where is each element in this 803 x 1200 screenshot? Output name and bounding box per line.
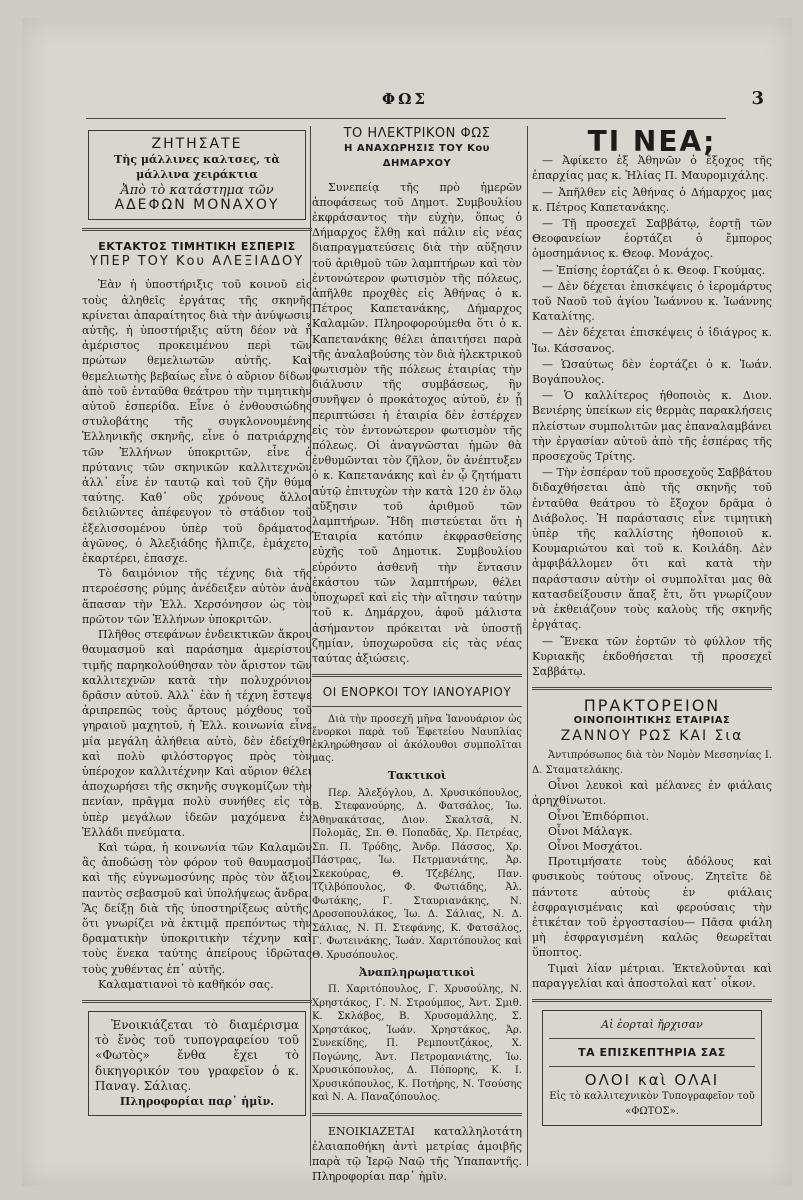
divider [312,674,522,677]
wine-agency-name: ΖΑΝΝΟΥ ΡΩΣ ΚΑΙ Σια [560,727,744,744]
divider [312,1113,522,1116]
news-item: — Ἕνεκα τῶν ἑορτῶν τὸ φύλλον τῆς Κυριακῆς ἐκδοθήσεται τῇ προσεχεῖ Σαββάτῳ. [532,634,772,678]
divider [312,706,522,707]
news-item: — Ἀπῆλθεν εἰς Ἀθήνας ὁ Δήμαρχος μας κ. Πέτρος Καπετανάκης. [532,185,772,214]
jurors-title: ΟΙ ΕΝΟΡΚΟΙ ΤΟΥ ΙΑΝΟΥΑΡΙΟΥ [322,685,512,700]
wine-agency-agent: Ἀντιπρόσωπος διὰ τὸν Νομὸν Μεσσηνίας Ι. Δ. Σταματελάκης. [532,749,772,776]
column-2 [312,126,522,1185]
article-title-line2: ΥΠΕΡ ΤΟΥ Κου ΑΛΕΞΙΑΔΟΥ [89,254,305,270]
news-item: — Ἐπίσης ἑορτάζει ὁ κ. Θεοφ. Γκούμας. [542,263,766,277]
divider [532,687,772,690]
ad-monachou-line3: Ἀπὸ τὸ κατάστημα τῶν [120,182,274,198]
article-paragraph: Συνεπείᾳ τῆς πρὸ ἡμερῶν ἀποφάσεως τοῦ Δημοτ. Συμβουλίου ἐκφράσαντος τὴν εὐχὴν, ὅπως ὁ Δήμαρχος ἔλθῃ καὶ πάλιν εἰς νέας διαπραγματεύσεις διὰ τὴν αὔξησιν τοῦ ἀριθμοῦ τῶν λαμπτήρων καὶ τὸν ἐντονώτερον φωτισμὸν τῆς πόλεως, ἀπῆλθε προχθὲς εἰς Ἀθήνας ὁ κ. Πέτρος Καπετανάκης, Δήμαρχος Καλαμῶν. Πληροφορούμεθα ὅτι ὁ κ. Καπετανάκης θέλει ἀπαιτήσει παρὰ τῆς ἀναλαβούσης τὸν διὰ ἠλεκτρικοῦ φωτισμὸν τῆς πόλεως ἑταιρίας τὴν διάλυσιν τῆς συμβάσεως, ἣν συνῆψεν ὁ προκάτοχος αὐτοῦ, ἐν ᾗ περιπτώσει ἡ ἑταιρία δὲν ἐστέρχεν εἰς τὸν ἐντονώτερον φωτισμὸν τῆς πόλεως. Οἱ ἀναγνῶσται ἡμῶν θὰ ἐνθυμῶνται τὸν ζῆλον, ὃν ἀνέπτυξεν ὁ κ. Καπετανάκης καὶ ἐν ᾧ ζητήματι αὐτῷ ἐπιτυχὼν τὴν κατὰ 120 ἐν ὅλῳ αὔξησιν τοῦ ἀριθμοῦ τῶν λαμπτήρων. Ἤδη πιστεύεται ὅτι ἡ Ἑταιρία κατόπιν ἐκφρασθείσης εὐχῆς τοῦ Δημοτικ. Συμβουλίου εὑρόντο ἀσθενῆ τὴν ἔντασιν ἑκάστου τῶν λαμπτήρων, θέλει ὑποχωρεῖ καὶ εἰς τὴν αἴτησιν ταύτην τοῦ κ. Δημάρχου, ἀφοῦ μάλιστα ἀσήμαντον πρόκειται νὰ ὑποστῇ ζημίαν, ὑποχωροῦσα εἰς τὰς νέας ταύτας ἀξιώσεις. [312,180,522,665]
column-3 [532,126,772,1134]
news-item: — Δὲν δέχεται ἐπισκέψεις ὁ ἰδιάγρος κ. Ἰω. Κάσσανος. [532,326,772,355]
wine-line: Οἶνοι Μάλαγκ. [548,824,633,838]
masthead [22,90,792,116]
wine-agency-subtitle: ΟΙΝΟΠΟΙΗΤΙΚΗΣ ΕΤΑΙΡΙΑΣ [573,715,731,727]
divider [82,1000,312,1003]
jurors-intro: Διὰ τὴν προσεχῆ μῆνα Ἰανουάριον ὡς ἔνορκοι παρὰ τοῦ Ἐφετείου Ναυπλίας ἐκληρώθησαν οἱ ἀκόλουθοι συμπολῖται μας. [312,714,522,765]
jurors-substitute-heading: Ἀναπληρωματικοὶ [358,966,476,980]
wine-agency-title: ΠΡΑΚΤΟΡΕΙΟΝ [583,696,721,716]
ad-monachou-line1: Τὴς μάλλινες καλτσες, τὰ [114,153,280,167]
wine-agency-prices: Τιμαὶ λίαν μέτριαι. Ἐκτελοῦνται καὶ παραγγελίαι καὶ ἀποστολαὶ κατ᾽ οἶκον. [532,961,772,990]
ad-rent-office-info: Πληροφορίαι παρ᾽ ἡμῖν. [119,1094,275,1108]
divider [549,1066,755,1067]
ad-visiting-cards [542,1010,762,1126]
wine-line: Οἶνοι Ἐπιδόρπιοι. [548,809,650,823]
ad-rent-office-text: Ἐνοικιάζεται τὸ διαμέρισμα τὸ ἔνὸς τοῦ τυπογραφείου τοῦ «Φωτὸς» ἔνθα ἔχει τὸ δικηγορικόν του γραφεῖον ὁ κ. Παναγ. Σάλιας. [95,1017,299,1093]
divider [549,1038,755,1039]
article-title-line1: ΕΚΤΑΚΤΟΣ ΤΙΜΗΤΙΚΗ ΕΣΠΕΡΙΣ [98,240,296,254]
ad-visiting-cards-line3: ΟΛΟΙ καὶ ΟΛΑΙ [584,1071,720,1090]
column-divider-2 [527,126,528,1166]
masthead-rule [86,118,726,119]
ad-visiting-cards-line4: Εἰς τὸ καλλιτεχνικὸν Τυπογραφεῖον τοῦ «ΦΩΤΟΣ». [549,1090,755,1117]
article-paragraph: Ἐὰν ἡ ὑποστήριξις τοῦ κοινοῦ εἰς τοὺς ἀληθεῖς ἐργάτας τῆς σκηνῆς κρίνεται ἀπαραίτητος διὰ τὴν ἀνύψωσιν αὐτῆς, ἡ ὑποστήριξις αὕτη δέον νὰ ἦ ἀμέριστος προκειμένου περὶ τῶν πρώτων θεμελιωτῶν αὐτῆς. Καὶ θεμελιωτὴς βεβαίως εἶνε ὁ αὔριον δίδων ἀπὸ τοῦ ἐνταῦθα θεάτρου τὴν τιμητικὴν αὐτοῦ ἑσπερίδα. Εἶνε ὁ ἐνθουσιώδης στυλοβάτης τῆς συγκλονουμένης Ἑλληνικῆς σκηνῆς, εἶνε ὁ πατριάρχης τῶν Ἑλλήνων ὑποκριτῶν, εἶνε ὁ πρύτανις τῶν σκηνικῶν καλλιτεχνῶν ἀλλ᾽ εἶνε ἐν ταυτῷ καὶ τοῦ ζῆν θύμα ταύτης. Καθ᾽ οὓς χρόνους ἄλλοι δειλιῶντες ἀπέφευγον τὸ στάδιον τοῦ ἐξελισσομένου ὑπὲρ τοῦ δράματος ἀγῶνος, ὁ Ἀλεξιάδης ἤλπιζε, ἐμάχετο, ἐκαρτέρει, ἐπασχε. [82,278,312,566]
newspaper-page [22,18,792,1186]
ad-monachou [88,130,306,220]
ad-visiting-cards-line2: ΤΑ ΕΠΙΣΚΕΠΤΗΡΙΑ ΣΑΣ [578,1046,726,1060]
news-item: — Τῇ προσεχεῖ Σαββάτῳ, ἑορτῇ τῶν Θεοφανείων ἑορτάζει ὁ ἔμπορος ὁμοσημάνιος κ. Θεοφ. Μονάχος. [532,217,772,261]
news-title: ΤΙ ΝΕΑ; [587,125,717,158]
jurors-substitute-list: Π. Χαριτόπουλος, Γ. Χρυσούλης, Ν. Χρηστάκος, Γ. Ν. Στρούμπος, Ἀντ. Σμιθ. Κ. Σκλάβος, Β. Χρυσομάλλης, Σ. Χρηστάκος, Ἰωάν. Χρηστάκος, Ἀρ. Συνεκίδης, Π. Ρεμπουτζάκος, Χ. Πογώνης, Ἀντ. Πετρομανιάτης, Ἰω. Χρυσικόπουλος, Δ. Πόπορης, Κ. Ι. Χρυσικόπουλος, Κ. Ποτήρης, Ν. Τσούσης καὶ Ν. Α. Παναζόπουλος. [312,984,522,1104]
jurors-regular-heading: Τακτικοὶ [387,769,447,783]
wine-line: Οἶνοι Μοσχάτοι. [548,839,643,853]
column-1 [82,126,312,1122]
wine-line: Οἶνοι λευκοὶ καὶ μέλανες ἐν φιάλαις ἀρηχθίνωτοι. [532,779,772,808]
ad-monachou-line4: ΑΔΕΦΩΝ ΜΟΝΑΧΟΥ [114,196,280,213]
ad-visiting-cards-line1: Αἱ ἑορταὶ ἤρχισαν [601,1017,703,1031]
ad-rent-office [88,1011,306,1116]
news-item: — Τὴν ἑσπέραν τοῦ προσεχοῦς Σαββάτου διδαχθήσεται ἀπὸ τῆς σκηνῆς τοῦ ἐνταῦθα θεάτρου τὸ ἔξοχον δρᾶμα ὁ Διάβολος. Ἡ παράστασις εἶνε τιμητικὴ ὑπὲρ τῆς καλλίστης ἠθοποιοῦ κ. Κουμαριώτου καὶ τοῦ κ. Κοιλάδη. Δὲν ἀμφιβάλλομεν ὅτι καὶ κατὰ τὴν παράστασιν αὐτὴν οἱ συμπολῖται μας θὰ κατασδείξουσιν ἅπαξ ἔτι, ὅτι γνωρίζουν νὰ ἐκθειάζουν τοὺς καλοὺς τῆς σκηνῆς ἐργάτας. [532,466,772,632]
news-item: — Ὁ καλλίτερος ἠθοποιὸς κ. Διον. Βενιέρης ὑπείκων εἰς θερμὰς παρακλήσεις πλείστων συμπολιτῶν μας ἐπαναλαμβάνει τὴν ἐργασίαν αὐτοῦ ἀπὸ τῆς ἑσπέρας τῆς προσεχοῦς Τρίτης. [532,389,772,464]
news-item: — Δὲν δέχεται ἐπισκέψεις ὁ ἱερομάρτυς τοῦ Ναοῦ τοῦ ἁγίου Ἰωάννου κ. Ἰωάννης Καταλίτης. [532,279,772,324]
news-item: — Ὡσαύτως δὲν ἑορτάζει ὁ κ. Ἰωάν. Βογάπουλος. [532,357,772,387]
divider [82,228,312,231]
wine-agency-description: Προτιμήσατε τοὺς ἀδόλους καὶ φυσικοὺς τούτους οἴνους. Ζητεῖτε δὲ πάντοτε αὐτοὺς ἐν φιάλαις ἐσφραγισμέναις καὶ φερούσαις τὴν ἐτικέταν τοῦ ἐργοστασίου— Πᾶσα φιάλη μὴ ἐσφραγισμένη καλῶς θεωρεῖται ὕποπτος. [532,855,772,960]
article-paragraph: Πλῆθος στεφάνων ἐνδεικτικῶν ἄκρου θαυμασμοῦ καὶ παράσημα ἀμερίστου τιμῆς παρηκολούθησαν τὸν ἄριστον τῶν καλλιτεχνῶν κατὰ τὴν πολυχρόνιον δρᾶσιν αὐτοῦ. Ἀλλ᾽ ἐὰν ἡ τέχνη ἔστεψε ἀριπρεπῶς τοὺς ἄρτους μόχθους τοῦ γηραιοῦ μαχητοῦ, ἡ Ἑλλ. κοινωνία εἶνε μία μεγάλη ἀλήθεια αὐτὸ, δὲν ἐδείχθη καὶ πολὺ φιλόστοργος πρὸς τὸν ὑπέροχον καλλιτέχνην Καὶ αὔριον θέλει ἀποχωρήσει τῆς σκηνῆς συγκομίζων τὴν πενίαν, πρᾶγμα πολὺ συνήθες εἰς τὰ ὑπὲρ μεγάλων ἰδεῶν μαχόμενα ἐν Ἑλλάδι πνεύματα. [82,628,312,839]
article-paragraph: Τὸ δαιμόνιον τῆς τέχνης διὰ τῆς πτεροέσσης ρύμης ἀνέδειξεν αὐτὸν ἀνὰ ἅπασαν τὴν Ἑλλ. Χερσόνησον ὡς τὸν πρῶτον τῶν Ἑλλήνων ὑποκριτῶν. [82,567,312,626]
electric-light-subtitle: Η ΑΝΑΧΩΡΗΣΙΣ ΤΟΥ Κου ΔΗΜΑΡΧΟΥ [344,143,490,170]
divider [532,999,772,1002]
jurors-regular-list: Περ. Ἀλεξόγλου, Δ. Χρυσικόπουλος, Β. Στεφανούρης, Δ. Φατσάλος, Ἰω. Ἀθηνακάτσας, Διον. Σκαλτσᾶ, Ν. Πολομᾶς, Σπ. Θ. Ποπαδᾶς, Χρ. Πετρέας, Σπ. Π. Τρόδης, Ἀνδρ. Πάσσος, Χρ. Πάστρας, Ἰω. Πετρμανιάτης, Ἀρ. Σκεκούρας, Θ. Τζεβέλης, Παν. Τζιλβόπουλος, Φ. Φωτιάδης, Ἀλ. Φωτάκης, Γ. Σταυριανάκης, Ν. Δροσοπουλάκος, Ἰω. Δ. Σάλιας, Ν. Δ. Σάλιας, Ν. Π. Στεφάνης, Κ. Φατσάλος, Γ. Φωτεινάκης, Ἰωάν. Χαριτόπουλος καὶ Θ. Χρυσόπουλος. [312,787,522,961]
ad-warehouse-text: ΕΝΟΙΚΙΑΖΕΤΑΙ καταλληλοτάτη ἐλαιαποθήκη ἀντὶ μετρίας ἀμοιβῆς παρὰ τῷ Ἱερῷ Ναῷ τῆς Ὑπαπαντῆς. Πληροφορίαι παρ᾽ ἡμῖν. [312,1124,522,1184]
ad-monachou-line2: μάλλινα χειράκτια [136,168,258,182]
ad-monachou-title: ΖΗΤΗΣΑΤΕ [151,136,243,152]
article-paragraph: Καὶ τώρα, ἡ κοινωνία τῶν Καλαμῶν ἂς ἀποδώσῃ τὸν φόρον τοῦ θαυμασμοῦ καὶ τῆς εὐγνωμοσύνης πρὸς τὸν ἄξιον παντὸς σεβασμοῦ καὶ ὑπολήψεως ἄνδρα. Ἂς δείξῃ διὰ τῆς ὑποστηρίξεως αὐτῆς, ὅτι γνωρίζει νὰ ἐκτιμᾷ πρεπόντως τὴν δραματικὴν ὑποκριτικὴν τέχνην καὶ τοὺς ἕνεκα ταύτης ἀπείρους ἱδρῶτας τοὺς χυθέντας ἐπ᾽ αὐτῆς. [82,840,312,976]
page-number: 3 [751,88,764,109]
masthead-title: ΦΩΣ [382,90,429,108]
article-closing: Καλαματιανοὶ τὸ καθῆκόν σας. [98,977,274,991]
news-item: — Ἀφίκετο ἐξ Ἀθηνῶν ὁ ἔξοχος τῆς ἐπαρχίας μας κ. Ἠλίας Π. Μαυρομιχάλης. [532,154,772,183]
electric-light-title: ΤΟ ΗΛΕΚΤΡΙΚΟΝ ΦΩΣ [343,126,491,141]
